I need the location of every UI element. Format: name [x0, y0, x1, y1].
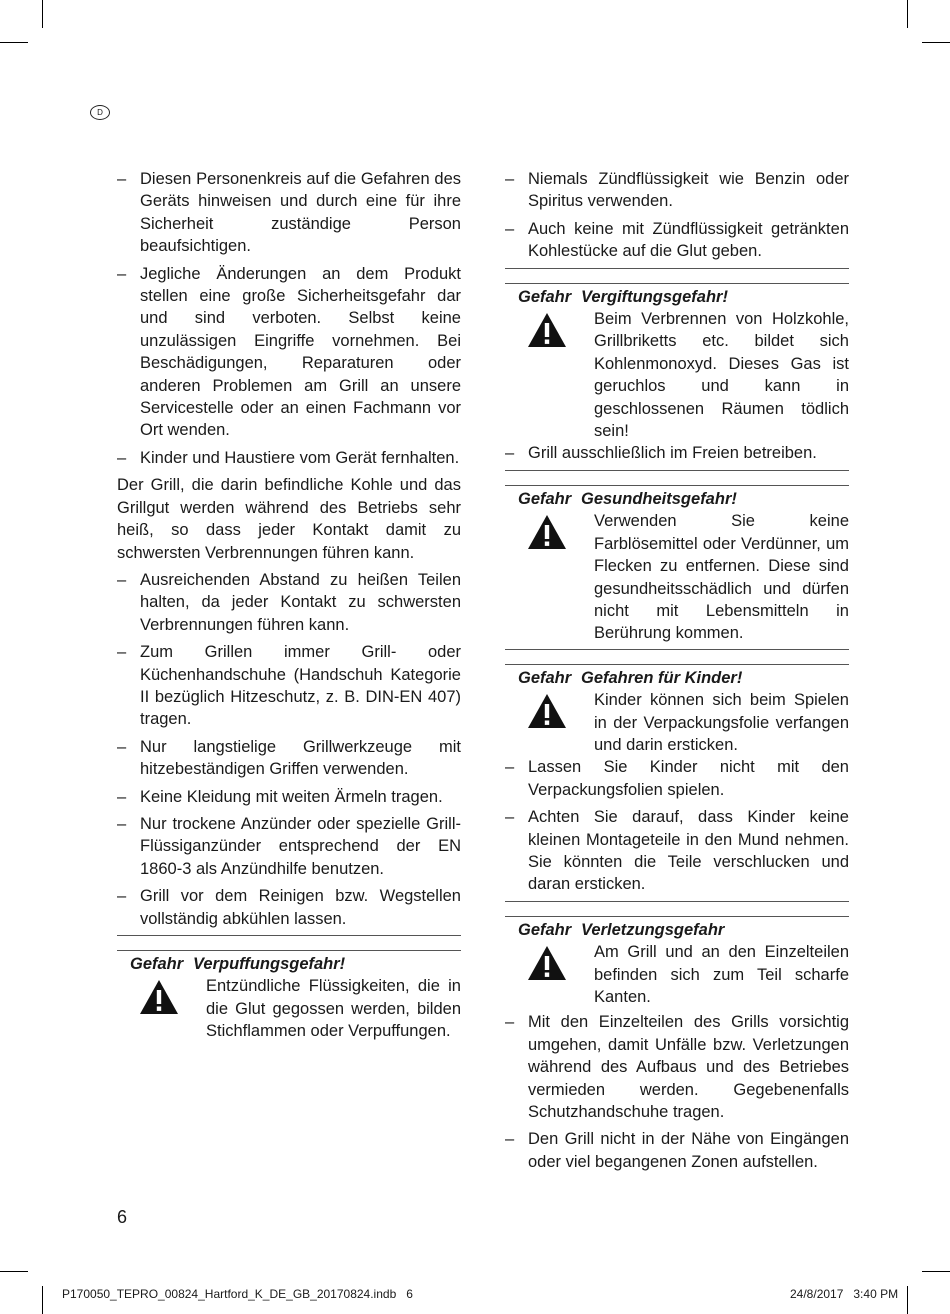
- warning-title: Vergiftungsgefahr!: [581, 287, 728, 306]
- warning-triangle-icon: [505, 510, 594, 644]
- list-item: – Mit den Einzelteilen des Grills vorsichtig umgehen, damit Unfälle bzw. Verletzungen während des Aufbaus und des Betriebes vermieden werden. Gegebenenfalls Schutzhandschuhe tragen.: [505, 1011, 849, 1123]
- list-item: – Kinder und Haustiere vom Gerät fernhalten.: [117, 447, 461, 469]
- crop-mark: [42, 1286, 43, 1314]
- list-item: – Ausreichenden Abstand zu heißen Teilen halten, da jeder Kontakt zu schwersten Verbrennungen führen kann.: [117, 569, 461, 636]
- warning-title: Gesundheitsgefahr!: [581, 489, 737, 508]
- list-item: – Achten Sie darauf, dass Kinder keine kleinen Montageteile in den Mund nehmen. Sie könnten die Teile verschlucken und daran ersticken.: [505, 806, 849, 896]
- crop-mark: [907, 1286, 908, 1314]
- crop-mark: [907, 0, 908, 28]
- warning-title: Verletzungsgefahr: [581, 920, 725, 939]
- list-item: – Grill vor dem Reinigen bzw. Wegstellen vollständig abkühlen lassen.: [117, 885, 461, 930]
- list-item: – Diesen Personenkreis auf die Gefahren des Geräts hinweisen und durch eine für ihre Sicherheit zuständige Person beaufsichtigen.: [117, 168, 461, 258]
- crop-mark: [42, 0, 43, 28]
- warning-title: Gefahren für Kinder!: [581, 668, 743, 687]
- warning-title: Verpuffungsgefahr!: [193, 955, 346, 973]
- list-item: – Lassen Sie Kinder nicht mit den Verpackungsfolien spielen.: [505, 756, 849, 801]
- warning-text: Kinder können sich beim Spielen in der Verpackungsfolie verfangen und darin ersticken.: [594, 691, 849, 754]
- list-item: – Auch keine mit Zündflüssigkeit getränkten Kohlestücke auf die Glut geben.: [505, 218, 849, 263]
- warning-triangle-icon: [505, 689, 594, 756]
- list-item: – Den Grill nicht in der Nähe von Eingängen oder viel begangenen Zonen aufstellen.: [505, 1128, 849, 1173]
- warning-label: Gefahr: [518, 668, 572, 687]
- warning-box: [505, 485, 849, 645]
- warning-box: [505, 664, 849, 757]
- warning-label: Gefahr: [130, 955, 184, 973]
- footer-date: 24/8/2017 3:40 PM: [790, 1287, 899, 1301]
- warning-label: Gefahr: [518, 489, 572, 508]
- divider: [505, 268, 849, 269]
- list-item: – Grill ausschließlich im Freien betreiben.: [505, 442, 849, 464]
- divider: [505, 470, 849, 471]
- warning-text: Beim Verbrennen von Holzkohle, Grillbriketts etc. bildet sich Kohlenmonoxyd. Dieses Gas ist geruchlos und kann in geschlossenen Räumen tödlich sein!: [594, 310, 849, 441]
- warning-box: [505, 283, 849, 443]
- left-column: [117, 168, 461, 1043]
- crop-mark: [922, 42, 950, 43]
- crop-mark: [0, 1271, 28, 1272]
- warning-triangle-icon: [505, 941, 594, 1008]
- list-item: – Zum Grillen immer Grill- oder Küchenhandschuhe (Handschuh Kategorie II bezüglich Hitzeschutz, z. B. DIN-EN 407) tragen.: [117, 641, 461, 731]
- language-badge: D: [90, 105, 110, 120]
- warning-text: Verwenden Sie keine Farblösemittel oder Verdünner, um Flecken zu entfernen. Diese sind gesundheitsschädlich und dürfen nicht mit Lebensmitteln in Berührung kommen.: [594, 512, 849, 643]
- divider: [505, 649, 849, 650]
- warning-label: Gefahr: [518, 287, 572, 306]
- list-item: – Nur langstielige Grillwerkzeuge mit hitzebeständigen Griffen verwenden.: [117, 736, 461, 781]
- footer-filename: P170050_TEPRO_00824_Hartford_K_DE_GB_20170824.indb 6: [62, 1287, 413, 1301]
- list-item: – Jegliche Änderungen an dem Produkt stellen eine große Sicherheitsgefahr dar und sind verboten. Selbst keine unzulässigen Eingriffe vornehmen. Bei Beschädigungen, Reparaturen oder anderen Problemen am Grill an unsere Servicestelle oder an einen Fachmann vor Ort wenden.: [117, 263, 461, 442]
- warning-triangle-icon: [505, 308, 594, 442]
- crop-mark: [922, 1271, 950, 1272]
- divider: [505, 901, 849, 902]
- paragraph: Der Grill, die darin befindliche Kohle und das Grillgut werden während des Betriebs sehr heiß, so dass jeder Kontakt damit zu schwersten Verbrennungen führen kann.: [117, 476, 461, 562]
- list-item: – Niemals Zündflüssigkeit wie Benzin oder Spiritus verwenden.: [505, 168, 849, 213]
- warning-box: [117, 950, 461, 1043]
- list-item: – Keine Kleidung mit weiten Ärmeln tragen.: [117, 786, 461, 808]
- list-item: – Nur trockene Anzünder oder spezielle Grill-Flüssiganzünder entsprechend der EN 1860-3 als Anzündhilfe benutzen.: [117, 813, 461, 880]
- page-number: 6: [117, 1207, 128, 1227]
- divider: [117, 935, 461, 936]
- warning-box: [505, 916, 849, 1009]
- warning-label: Gefahr: [518, 920, 572, 939]
- right-column: [505, 168, 849, 1178]
- warning-triangle-icon: [117, 975, 206, 1042]
- warning-text: Am Grill und an den Einzelteilen befinden sich zum Teil scharfe Kanten.: [594, 943, 849, 1006]
- warning-text: Entzündliche Flüssigkeiten, die in die Glut gegossen werden, bilden Stichflammen oder Verpuffungen.: [206, 977, 461, 1041]
- crop-mark: [0, 42, 28, 43]
